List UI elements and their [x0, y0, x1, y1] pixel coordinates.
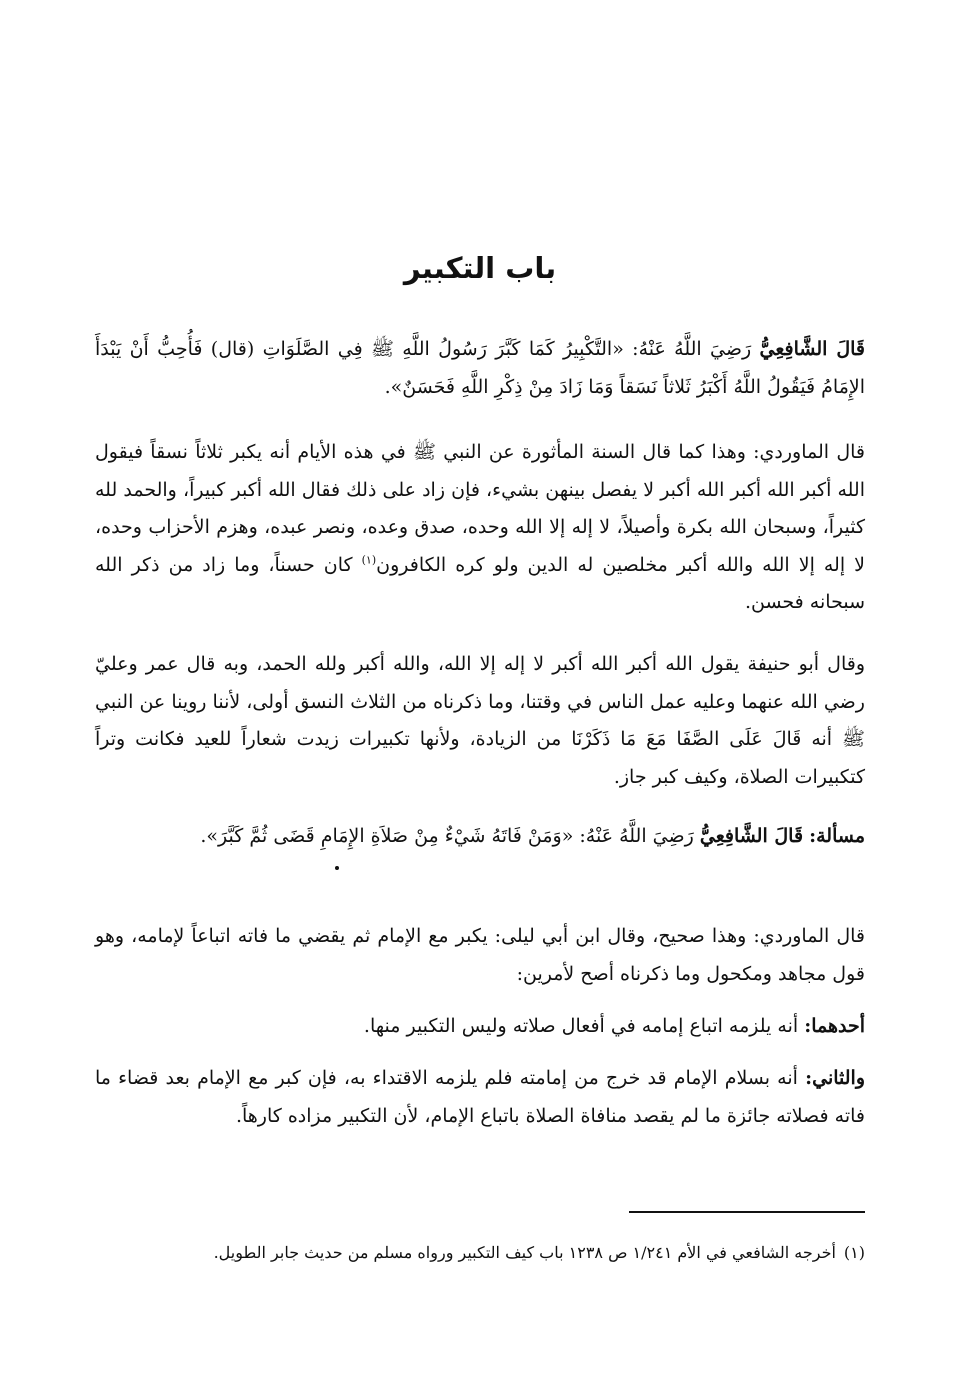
footnote-mark: (١) — [843, 1243, 865, 1262]
mawardi-commentary-2 — [95, 918, 865, 993]
second-reason — [95, 1060, 865, 1135]
paragraph-text: وقال أبو حنيفة يقول الله أكبر الله أكبر لا إله إلا الله، والله أكبر ولله الحمد، وبه قال عمر وعليّ رضي الله عنهما وعليه عمل الناس في وقتنا، وما ذكرناه من الثلاث النسق أولى، لأننا روينا عن النبي ﷺ أنه قَالَ عَلَى الصَّفَا مَعَ مَا ذَكَرْنَا من الزيادة، ولأنها تكبيرات زيدت شعاراً للعيد فكانت وتراً كتكبيرات الصلاة، وكيف كبر جاز. — [95, 653, 865, 788]
first-reason — [95, 1008, 865, 1046]
mawardi-commentary-1 — [95, 434, 865, 622]
speaker-name: قَالَ الشَّافِعِيُّ — [699, 825, 804, 847]
footnote-reference[interactable]: (١) — [361, 553, 377, 567]
book-page — [95, 0, 865, 1377]
commentary-text: قال الماوردي: وهذا كما قال السنة المأثورة عن النبي ﷺ في هذه الأيام أنه يكبر ثلاثاً نسقاً فيقول الله أكبر الله أكبر الله أكبر لا يفصل بينهن بشيء، فإن زاد على ذلك فقال الله أكبر كبيراً، والحمد لله كثيراً، وسبحان الله بكرة وأصيلاً، لا إله إلا الله وحده، صدق وعده، ونصر عبده، وهزم الأحزاب وحده، لا إله إلا الله والله أكبر مخلصين له الدين ولو كره الكافرون — [95, 441, 866, 576]
commentary-text-continued: كان حسناً، وما زاد من ذكر الله سبحانه فحسن. — [95, 553, 865, 613]
quote-text: رَضِيَ اللَّهُ عَنْهُ: «التَّكْبِيرُ كَمَا كَبَّرَ رَسُولُ اللَّهِ ﷺ فِي الصَّلَوَاتِ (قال) فَأُحِبُّ أَنْ يَبْدَأَ الإِمَامُ فَيَقُولُ اللَّهُ أَكْبَرُ ثَلاثاً نَسَقاً وَمَا زَادَ مِنْ ذِكْرِ اللَّهِ فَحَسَنٌ». — [95, 338, 865, 398]
quote-shafii-takbir — [95, 331, 865, 406]
chapter-title: باب التكبير — [403, 251, 557, 285]
stray-dot-mark — [335, 866, 339, 870]
footnote-divider — [629, 1211, 865, 1213]
second-reason-text: أنه بسلام الإمام قد خرج من إمامته فلم يلزمه الاقتداء به، فإن كبر مع الإمام بعد قضاء ما فاته فصلاته جائزة ما لم يقصد منافاة الصلاة باتباع الإمام، لأن التكبير مزاده كارهاً. — [95, 1067, 865, 1127]
masala-label: مسألة: — [809, 825, 865, 847]
abu-hanifa-paragraph — [95, 646, 865, 796]
speaker-name: قَالَ الشَّافِعِيُّ — [759, 338, 866, 360]
second-reason-label: والثاني: — [805, 1067, 865, 1089]
quote-text: رَضِيَ اللَّهُ عَنْهُ: «وَمَنْ فَاتَهُ شَيْءٌ مِنْ صَلاَةِ الإِمَامِ قَضَى ثُمَّ كَبَّرَ». — [200, 825, 694, 847]
masala-paragraph — [95, 818, 865, 856]
first-reason-label: أحدهما: — [804, 1015, 865, 1037]
footnote-text: أخرجه الشافعي في الأم ١/٢٤١ ص ١٢٣٨ باب كيف التكبير ورواه مسلم من حديث جابر الطويل. — [213, 1243, 836, 1262]
footnote — [95, 1236, 865, 1270]
first-reason-text: أنه يلزمه اتباع إمامه في أفعال صلاته وليس التكبير منها. — [363, 1015, 799, 1037]
commentary-text: قال الماوردي: وهذا صحيح، وقال ابن أبي ليلى: يكبر مع الإمام ثم يقضي ما فاته اتباعاً لإمامه، وهو قول مجاهد ومكحول وما ذكرناه أصح لأمرين: — [95, 925, 865, 985]
